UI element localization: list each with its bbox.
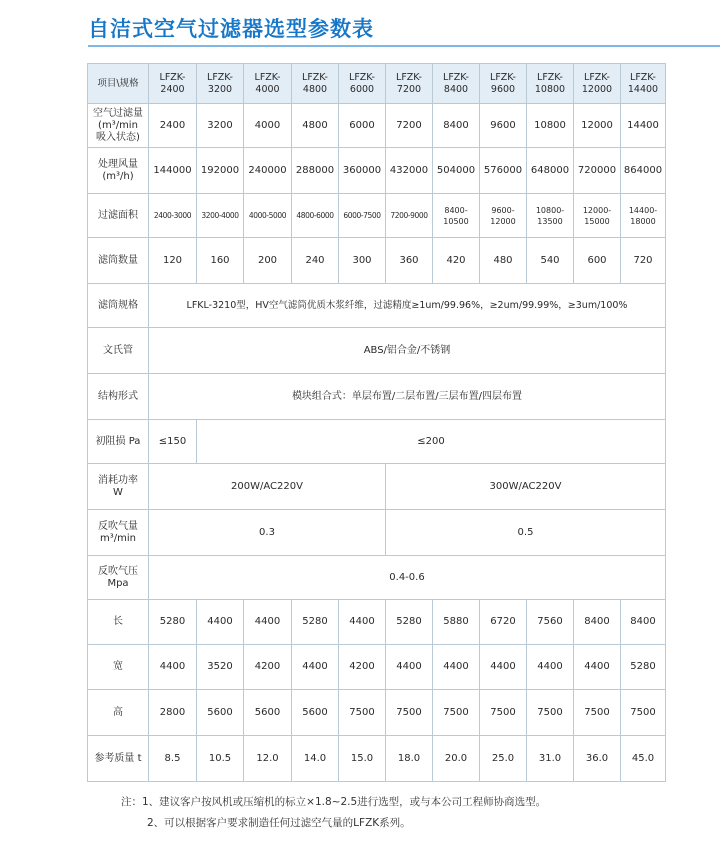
- table-cell: 8400- 10500: [433, 194, 480, 238]
- table-cell: 4200: [244, 645, 292, 690]
- table-cell: 144000: [149, 148, 197, 194]
- table-cell: 7500: [574, 690, 621, 736]
- table-row: [88, 690, 666, 736]
- row-label: 初阻损 Pa: [88, 420, 149, 464]
- table-cell: 10.5: [197, 736, 244, 782]
- table-cell: 0.5: [386, 510, 666, 556]
- table-row: [88, 420, 666, 464]
- table-cell: 3200-4000: [197, 194, 244, 238]
- table-cell: 7500: [621, 690, 666, 736]
- row-label: 反吹气压 Mpa: [88, 556, 149, 600]
- table-cell: 10800: [527, 104, 574, 148]
- table-cell: 5280: [621, 645, 666, 690]
- row-label: 滤筒规格: [88, 284, 149, 328]
- table-cell: 5600: [244, 690, 292, 736]
- model-header: LFZK- 4000: [244, 64, 292, 104]
- cartridge-spec-cell: LFKL-3210型，HV空气滤筒优质木浆纤维，过滤精度≥1um/99.96%，≥2um/99.99%，≥3um/100%: [149, 284, 666, 328]
- table-cell: 7500: [527, 690, 574, 736]
- table-cell: 14400: [621, 104, 666, 148]
- table-row: [88, 464, 666, 510]
- table-cell: 160: [197, 238, 244, 284]
- table-row: [88, 374, 666, 420]
- row-label: 参考质量 t: [88, 736, 149, 782]
- table-cell: 2400-3000: [149, 194, 197, 238]
- model-header: LFZK- 6000: [339, 64, 386, 104]
- table-cell: 7500: [480, 690, 527, 736]
- table-cell: 4400: [339, 600, 386, 645]
- table-cell: 9600: [480, 104, 527, 148]
- title-underline: [88, 45, 720, 47]
- table-cell: 20.0: [433, 736, 480, 782]
- model-header: LFZK- 2400: [149, 64, 197, 104]
- table-cell: 5600: [197, 690, 244, 736]
- row-label: 高: [88, 690, 149, 736]
- table-cell: 600: [574, 238, 621, 284]
- table-cell: 504000: [433, 148, 480, 194]
- model-header: LFZK- 8400: [433, 64, 480, 104]
- venturi-cell: ABS/铝合金/不锈钢: [149, 328, 666, 374]
- page-title: 自洁式空气过滤器选型参数表: [88, 17, 374, 41]
- table-cell: 200: [244, 238, 292, 284]
- table-row: [88, 600, 666, 645]
- model-header: LFZK- 3200: [197, 64, 244, 104]
- model-header: LFZK- 4800: [292, 64, 339, 104]
- table-cell: 6720: [480, 600, 527, 645]
- table-cell: 4400: [292, 645, 339, 690]
- row-label: 消耗功率 W: [88, 464, 149, 510]
- table-cell: 4400: [527, 645, 574, 690]
- table-cell: 18.0: [386, 736, 433, 782]
- table-cell: 360000: [339, 148, 386, 194]
- table-cell: 4200: [339, 645, 386, 690]
- table-cell: 4400: [197, 600, 244, 645]
- table-row: [88, 238, 666, 284]
- table-cell: 0.4-0.6: [149, 556, 666, 600]
- table-cell: ≤200: [197, 420, 666, 464]
- row-label: 文氏管: [88, 328, 149, 374]
- table-cell: 12.0: [244, 736, 292, 782]
- table-cell: 4400: [480, 645, 527, 690]
- table-cell: 432000: [386, 148, 433, 194]
- table-cell: 240000: [244, 148, 292, 194]
- note-item: 2、可以根据客户要求制造任何过滤空气量的LFZK系列。: [147, 817, 411, 829]
- table-row: [88, 556, 666, 600]
- table-cell: 31.0: [527, 736, 574, 782]
- table-cell: 3200: [197, 104, 244, 148]
- spec-table: [87, 63, 666, 782]
- table-cell: 3520: [197, 645, 244, 690]
- table-cell: 864000: [621, 148, 666, 194]
- row-label: 反吹气量 m³/min: [88, 510, 149, 556]
- row-label: 长: [88, 600, 149, 645]
- table-cell: 8400: [621, 600, 666, 645]
- table-cell: 4800: [292, 104, 339, 148]
- table-cell: 14400- 18000: [621, 194, 666, 238]
- table-cell: 6000: [339, 104, 386, 148]
- table-cell: 36.0: [574, 736, 621, 782]
- table-cell: 9600- 12000: [480, 194, 527, 238]
- note-item: 注：1、建议客户按风机或压缩机的标立×1.8~2.5进行选型，或与本公司工程师协商选型。: [121, 796, 547, 808]
- table-cell: 648000: [527, 148, 574, 194]
- table-cell: 8.5: [149, 736, 197, 782]
- table-cell: 7200-9000: [386, 194, 433, 238]
- table-cell: 300W/AC220V: [386, 464, 666, 510]
- table-cell: 7500: [339, 690, 386, 736]
- table-cell: 5880: [433, 600, 480, 645]
- table-row: [88, 328, 666, 374]
- table-cell: 4000-5000: [244, 194, 292, 238]
- row-label: 宽: [88, 645, 149, 690]
- table-cell: 14.0: [292, 736, 339, 782]
- row-label: 滤筒数量: [88, 238, 149, 284]
- table-cell: 4400: [386, 645, 433, 690]
- table-cell: 25.0: [480, 736, 527, 782]
- table-cell: 10800- 13500: [527, 194, 574, 238]
- table-row: [88, 104, 666, 148]
- table-cell: 0.3: [149, 510, 386, 556]
- table-cell: 300: [339, 238, 386, 284]
- header-label: 项目\规格: [88, 64, 149, 104]
- table-cell: 200W/AC220V: [149, 464, 386, 510]
- table-cell: 540: [527, 238, 574, 284]
- table-cell: 360: [386, 238, 433, 284]
- table-cell: 2400: [149, 104, 197, 148]
- row-label: 结构形式: [88, 374, 149, 420]
- table-cell: 720: [621, 238, 666, 284]
- table-cell: 7500: [433, 690, 480, 736]
- table-cell: 720000: [574, 148, 621, 194]
- table-cell: 4800-6000: [292, 194, 339, 238]
- table-cell: 12000: [574, 104, 621, 148]
- table-cell: 4400: [574, 645, 621, 690]
- table-cell: 240: [292, 238, 339, 284]
- table-cell: 4400: [244, 600, 292, 645]
- table-cell: 12000- 15000: [574, 194, 621, 238]
- table-cell: 192000: [197, 148, 244, 194]
- table-cell: 5280: [149, 600, 197, 645]
- table-cell: 5600: [292, 690, 339, 736]
- header-row: [88, 64, 666, 104]
- table-cell: 480: [480, 238, 527, 284]
- table-row: [88, 510, 666, 556]
- table-cell: 7560: [527, 600, 574, 645]
- table-row: [88, 148, 666, 194]
- table-cell: 8400: [574, 600, 621, 645]
- row-label: 处理风量 (m³/h): [88, 148, 149, 194]
- table-cell: 576000: [480, 148, 527, 194]
- row-label: 空气过滤量 (m³/min 吸入状态): [88, 104, 149, 148]
- model-header: LFZK- 14400: [621, 64, 666, 104]
- table-row: [88, 736, 666, 782]
- model-header: LFZK- 7200: [386, 64, 433, 104]
- model-header: LFZK- 9600: [480, 64, 527, 104]
- table-cell: 4400: [149, 645, 197, 690]
- table-row: [88, 194, 666, 238]
- table-cell: 420: [433, 238, 480, 284]
- table-cell: 5280: [386, 600, 433, 645]
- table-cell: 2800: [149, 690, 197, 736]
- table-cell: 4000: [244, 104, 292, 148]
- notes: [121, 792, 546, 834]
- table-cell: 4400: [433, 645, 480, 690]
- table-cell: 45.0: [621, 736, 666, 782]
- table-cell: 5280: [292, 600, 339, 645]
- table-row: [88, 645, 666, 690]
- row-label: 过滤面积: [88, 194, 149, 238]
- model-header: LFZK- 12000: [574, 64, 621, 104]
- table-cell: 120: [149, 238, 197, 284]
- table-row: [88, 284, 666, 328]
- table-cell: 288000: [292, 148, 339, 194]
- table-cell: 7200: [386, 104, 433, 148]
- model-header: LFZK- 10800: [527, 64, 574, 104]
- table-cell: 8400: [433, 104, 480, 148]
- table-cell: ≤150: [149, 420, 197, 464]
- table-cell: 6000-7500: [339, 194, 386, 238]
- structure-cell: 模块组合式：单层布置/二层布置/三层布置/四层布置: [149, 374, 666, 420]
- table-cell: 7500: [386, 690, 433, 736]
- table-cell: 15.0: [339, 736, 386, 782]
